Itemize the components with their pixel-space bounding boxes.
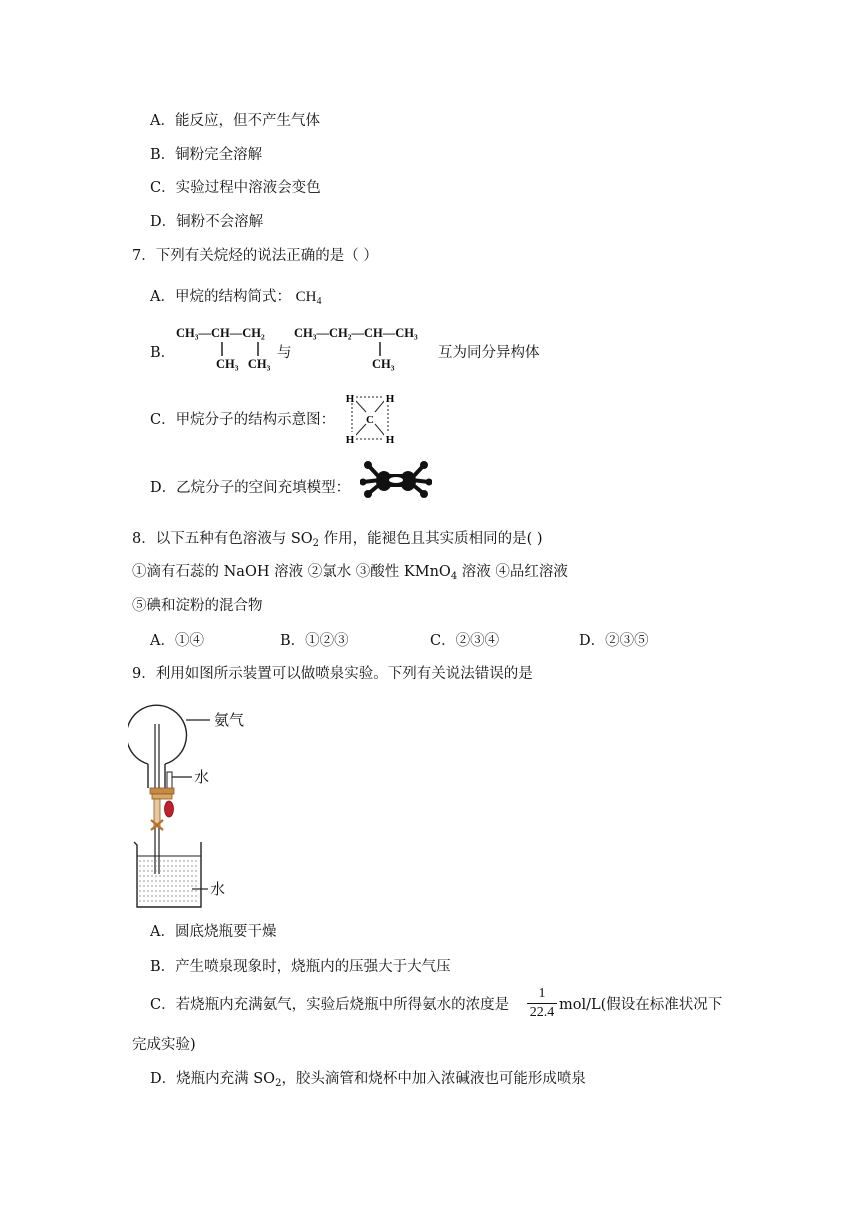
fraction-bar bbox=[527, 1003, 557, 1004]
q7-option-a bbox=[150, 287, 321, 307]
q7-option-b-mid: 与 bbox=[277, 345, 292, 361]
methane-structure-diagram bbox=[342, 390, 398, 446]
q7-option-a-formula: $CH_4$ bbox=[295, 289, 322, 307]
q9-option-c-post: mol/L(假设在标准状况下 bbox=[559, 997, 723, 1013]
q7-b-structure-1 bbox=[176, 326, 276, 376]
q8-list-2: ⑤碘和淀粉的混合物 bbox=[132, 598, 263, 614]
fraction-numerator: 1 bbox=[538, 986, 546, 1001]
q6-option-d: D．铜粉不会溶解 bbox=[150, 214, 264, 230]
q8-option-c: C．②③④ bbox=[430, 633, 500, 649]
q7-option-a-text: A．甲烷的结构简式： bbox=[150, 289, 291, 305]
label-ammonia: 氨气 bbox=[214, 711, 245, 729]
q9-stem: 9．利用如图所示装置可以做喷泉实验。下列有关说法错误的是 bbox=[132, 666, 533, 682]
q9-option-c-line2: 完成实验) bbox=[132, 1037, 196, 1053]
q8-option-d: D．②③⑤ bbox=[579, 633, 649, 649]
q8-option-a: A．①④ bbox=[150, 633, 204, 649]
q6-option-b: B．铜粉完全溶解 bbox=[150, 147, 263, 163]
fraction-denominator: 22.4 bbox=[529, 1005, 555, 1020]
q6-option-a: A．能反应，但不产生气体 bbox=[150, 113, 320, 129]
label-beaker-water: 水 bbox=[210, 880, 226, 898]
q8-list-1: ①滴有石蕊的 NaOH 溶液 ②氯水 ③酸性 KMnO$_4$ 溶液 ④品红溶液 bbox=[132, 564, 568, 582]
methane-h-top-right: H bbox=[385, 393, 395, 405]
q8-option-b: B．①②③ bbox=[280, 633, 349, 649]
q7-b-structure-1-bottom: CH₃ CH₃ bbox=[216, 357, 271, 371]
methane-h-bottom-left: H bbox=[345, 434, 355, 446]
q9-option-d: D．烧瓶内充满 $SO_2$，胶头滴管和烧杯中加入浓碱液也可能形成喷泉 bbox=[150, 1071, 586, 1089]
q7-b-structure-2-bottom: CH₃ bbox=[372, 357, 395, 371]
methane-c-center: C bbox=[366, 414, 374, 426]
q7-option-b-tail: 互为同分异构体 bbox=[438, 345, 540, 361]
q7-b-structure-1-top: CH₃—CH—CH₂ bbox=[176, 326, 265, 340]
q9-option-c-pre: C．若烧瓶内充满氨气，实验后烧瓶中所得氨水的浓度是 bbox=[150, 997, 510, 1013]
q7-b-structure-2-bonds bbox=[294, 326, 439, 376]
q8-stem: 8．以下五种有色溶液与 $SO_2$ 作用，能褪色且其实质相同的是( ) bbox=[132, 531, 543, 549]
q9-option-c-fraction bbox=[527, 986, 557, 1021]
q7-option-d-text: D．乙烷分子的空间充填模型： bbox=[150, 480, 351, 496]
q7-b-structure-2 bbox=[294, 326, 439, 376]
methane-h-bottom-right: H bbox=[385, 434, 395, 446]
ethane-space-filling-model bbox=[360, 460, 432, 500]
label-dropper-water: 水 bbox=[194, 768, 210, 786]
q7-option-b-label: B． bbox=[150, 345, 176, 361]
q7-b-structure-2-top: CH₃—CH₂—CH—CH₃ bbox=[294, 326, 418, 340]
q9-option-a: A．圆底烧瓶要干燥 bbox=[150, 924, 277, 940]
methane-h-top-left: H bbox=[345, 393, 355, 405]
q9-option-b: B．产生喷泉现象时，烧瓶内的压强大于大气压 bbox=[150, 959, 451, 975]
q7-option-c-text: C．甲烷分子的结构示意图： bbox=[150, 412, 336, 428]
q6-option-c: C．实验过程中溶液会变色 bbox=[150, 180, 321, 196]
q7-stem: 7．下列有关烷烃的说法正确的是（ ） bbox=[132, 248, 378, 264]
